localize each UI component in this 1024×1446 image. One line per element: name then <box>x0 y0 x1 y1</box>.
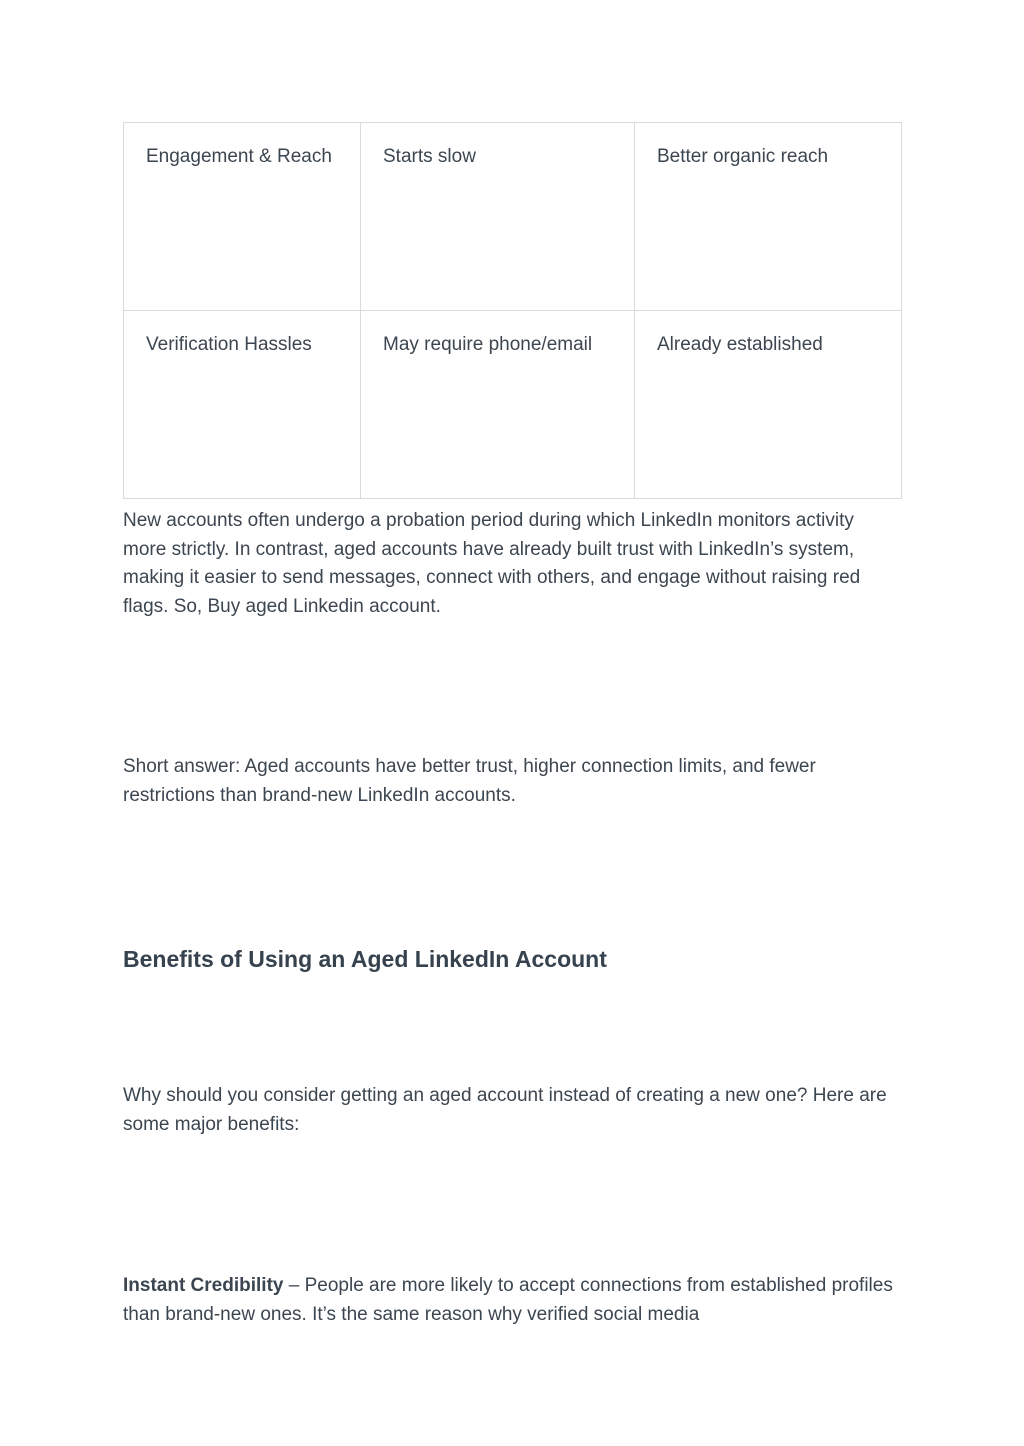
paragraph-short-answer: Short answer: Aged accounts have better trust, higher connection limits, and fewer restrictions than brand-new LinkedIn accounts. <box>123 756 816 806</box>
benefit-credibility-text: – People are more likely to accept connections from established profiles than brand-new ones. It’s the same reason why verified social media <box>123 1275 893 1325</box>
table-cell: Starts slow <box>361 123 635 311</box>
table-cell: Already established <box>635 311 902 499</box>
table-row <box>124 311 902 499</box>
table-row <box>124 123 902 311</box>
comparison-table <box>123 122 902 499</box>
paragraph-benefit-credibility <box>123 1272 901 1329</box>
benefit-credibility-label: Instant Credibility <box>123 1275 284 1296</box>
table-cell: May require phone/email <box>361 311 635 499</box>
section-heading-benefits: Benefits of Using an Aged LinkedIn Account <box>123 946 607 972</box>
paragraph-benefits-intro: Why should you consider getting an aged account instead of creating a new one? Here are some major benefits: <box>123 1085 887 1135</box>
table-cell: Verification Hassles <box>124 311 361 499</box>
paragraph-probation-period: New accounts often undergo a probation period during which LinkedIn monitors activity more strictly. In contrast, aged accounts have already built trust with LinkedIn’s system, making it easier to send messages, connect with others, and engage without raising red flags. So, Buy aged Linkedin account. <box>123 510 861 617</box>
table-cell: Engagement & Reach <box>124 123 361 311</box>
table-cell: Better organic reach <box>635 123 902 311</box>
